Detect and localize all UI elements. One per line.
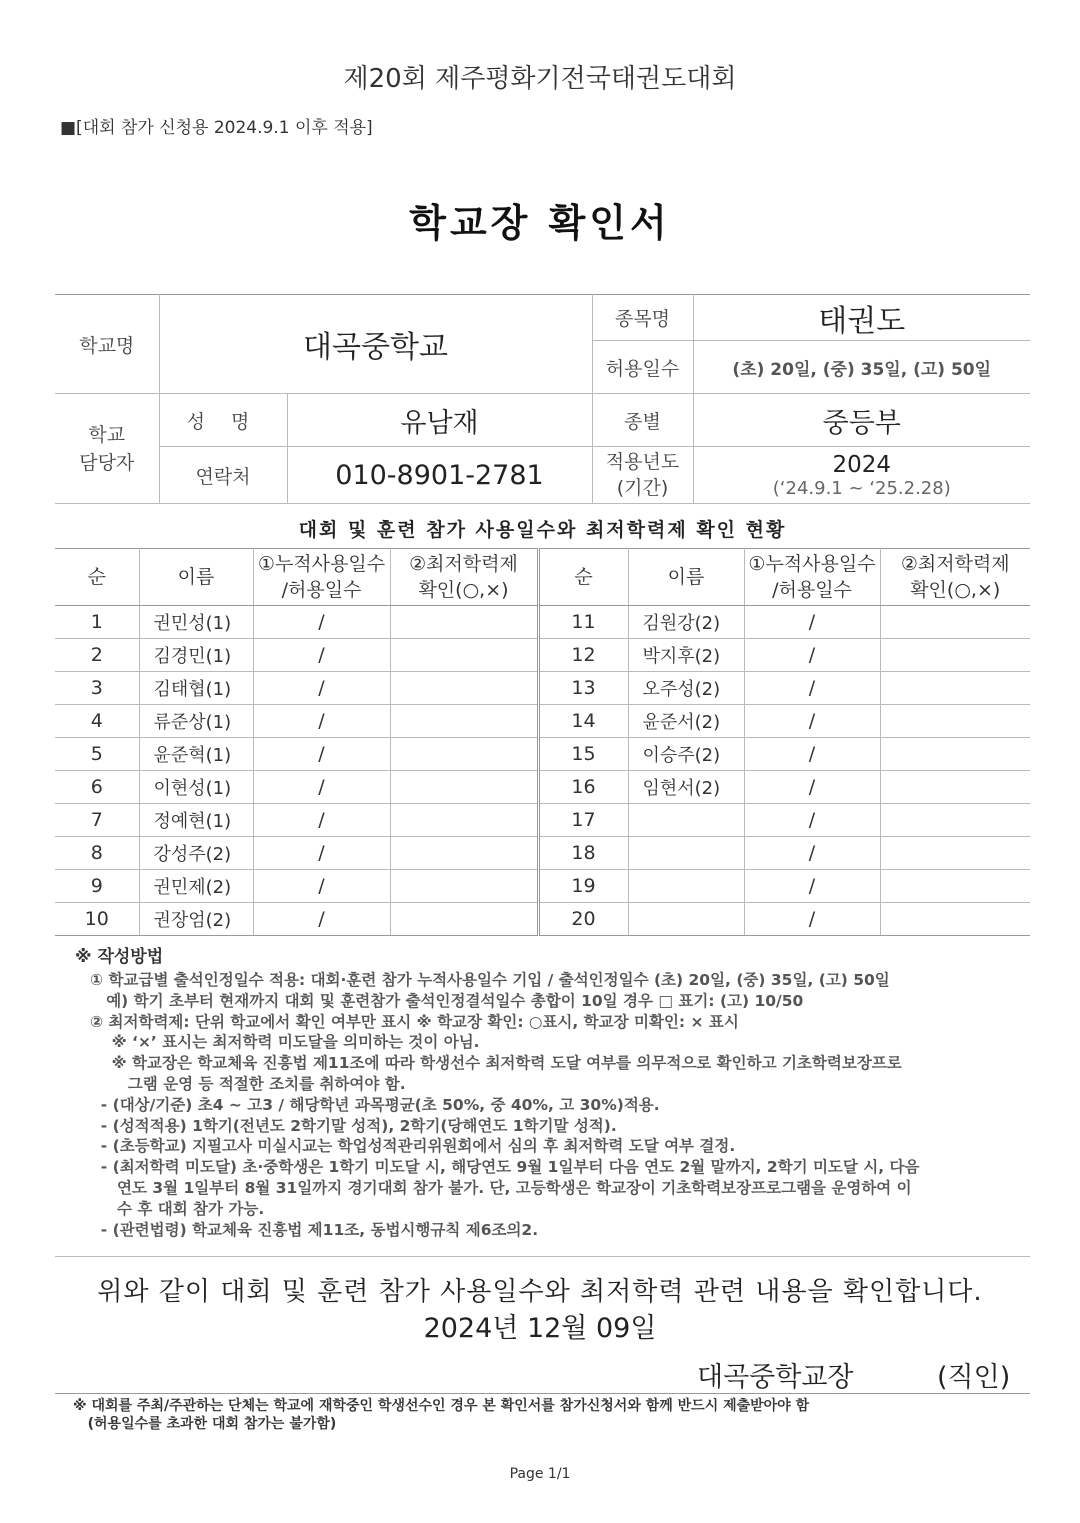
row-academic	[880, 639, 1030, 672]
roster-table	[55, 548, 1030, 936]
row-name: 김원강(2)	[628, 606, 744, 639]
year-value: 2024	[832, 451, 892, 478]
method-line: 수 후 대회 참가 가능.	[90, 1199, 265, 1218]
table-row	[55, 606, 1030, 639]
row-name: 김태협(1)	[139, 672, 253, 705]
header-academic: ②최저학력제 확인(○,×)	[880, 549, 1030, 606]
row-days: /	[744, 705, 880, 738]
row-no: 4	[55, 705, 139, 738]
sport-value: 태권도	[693, 295, 1030, 341]
row-name: 김경민(1)	[139, 639, 253, 672]
row-no: 20	[538, 903, 628, 936]
row-days: /	[253, 903, 390, 936]
divider	[55, 1393, 1030, 1394]
method-line: 그램 운영 등 적절한 조치를 취하여야 함.	[90, 1074, 406, 1093]
row-days: /	[744, 804, 880, 837]
row-name: 권민성(1)	[139, 606, 253, 639]
manager-name-label: 성 명	[159, 394, 287, 447]
row-days: /	[744, 738, 880, 771]
row-academic	[880, 870, 1030, 903]
method-line: - (성적적용) 1학기(전년도 2학기말 성적), 2학기(당해연도 1학기말 성적).	[90, 1116, 617, 1135]
row-academic	[390, 705, 538, 738]
table-row	[55, 705, 1030, 738]
row-days: /	[253, 639, 390, 672]
allowed-days-label: 허용일수	[592, 341, 693, 394]
row-days: /	[744, 903, 880, 936]
divider	[55, 1256, 1030, 1257]
row-no: 13	[538, 672, 628, 705]
row-name	[628, 837, 744, 870]
row-name: 윤준서(2)	[628, 705, 744, 738]
division-label: 종별	[592, 394, 693, 447]
row-days: /	[744, 771, 880, 804]
method-line: ※ ‘×’ 표시는 최저학력 미도달을 의미하는 것이 아님.	[90, 1033, 480, 1052]
row-no: 2	[55, 639, 139, 672]
row-academic	[880, 606, 1030, 639]
manager-name-value: 유남재	[287, 394, 592, 447]
row-days: /	[253, 771, 390, 804]
row-no: 11	[538, 606, 628, 639]
school-name-label: 학교명	[55, 295, 159, 394]
row-academic	[880, 804, 1030, 837]
row-academic	[390, 606, 538, 639]
table-row	[55, 771, 1030, 804]
row-days: /	[744, 639, 880, 672]
row-name: 류준상(1)	[139, 705, 253, 738]
row-days: /	[253, 870, 390, 903]
row-no: 19	[538, 870, 628, 903]
row-name: 임현서(2)	[628, 771, 744, 804]
year-label: 적용년도 (기간)	[592, 447, 693, 504]
application-notice: ■[대회 참가 신청용 2024.9.1 이후 적용]	[60, 118, 373, 138]
footnote-line: (허용일수를 초과한 대회 참가는 불가함)	[73, 1416, 337, 1432]
row-academic	[390, 639, 538, 672]
header-name: 이름	[628, 549, 744, 606]
manager-label: 학교 담당자	[55, 394, 159, 504]
principal-title: 대곡중학교장	[697, 1362, 854, 1393]
row-no: 8	[55, 837, 139, 870]
period-value: (‘24.9.1 ~ ‘25.2.28)	[772, 477, 951, 499]
school-info-table	[55, 294, 1030, 504]
row-no: 15	[538, 738, 628, 771]
row-days: /	[253, 738, 390, 771]
row-days: /	[253, 705, 390, 738]
row-name	[628, 804, 744, 837]
header-days: ①누적사용일수 /허용일수	[744, 549, 880, 606]
table-row	[55, 672, 1030, 705]
method-line: 예) 학기 초부터 현재까지 대회 및 훈련참가 출석인정결석일수 총합이 10일 경우 □ 표기: (고) 10/50	[90, 991, 804, 1010]
contact-label: 연락처	[159, 447, 287, 504]
row-days: /	[253, 672, 390, 705]
table-row	[55, 837, 1030, 870]
confirmation-date: 2024년 12월 09일	[423, 1313, 657, 1344]
footnote	[73, 1397, 1023, 1433]
row-academic	[880, 672, 1030, 705]
document-title: 학교장 확인서	[409, 201, 671, 245]
method-line: ※ 학교장은 학교체육 진흥법 제11조에 따라 학생선수 최저학력 도달 여부를 의무적으로 확인하고 기초학력보장프로	[90, 1054, 902, 1073]
row-name: 권장엄(2)	[139, 903, 253, 936]
allowed-days-value: (초) 20일, (중) 35일, (고) 50일	[693, 341, 1030, 394]
row-days: /	[744, 606, 880, 639]
table-row	[55, 738, 1030, 771]
method-line: - (대상/기준) 초4 ~ 고3 / 해당학년 과목평균(초 50%, 중 40%, 고 30%)적용.	[90, 1095, 660, 1114]
header-academic: ②최저학력제 확인(○,×)	[390, 549, 538, 606]
table-row	[55, 870, 1030, 903]
row-days: /	[744, 837, 880, 870]
row-name: 오주성(2)	[628, 672, 744, 705]
table-row	[55, 804, 1030, 837]
official-seal: (직인)	[937, 1362, 1011, 1393]
row-no: 5	[55, 738, 139, 771]
method-title: ※ 작성방법	[75, 947, 164, 967]
row-academic	[390, 771, 538, 804]
method-line: ① 학교급별 출석인정일수 적용: 대회·훈련 참가 누적사용일수 기입 / 출석인정일수 (초) 20일, (중) 35일, (고) 50일	[90, 971, 890, 989]
header-name: 이름	[139, 549, 253, 606]
footnote-line: ※ 대회를 주최/주관하는 단체는 학교에 재학중인 학생선수인 경우 본 확인서를 참가신청서와 함께 반드시 제출받아야 함	[73, 1398, 810, 1414]
row-no: 3	[55, 672, 139, 705]
row-days: /	[744, 672, 880, 705]
method-line: ② 최저학력제: 단위 학교에서 확인 여부만 표시 ※ 학교장 확인: ○표시, 학교장 미확인: × 표시	[90, 1012, 739, 1031]
row-academic	[880, 771, 1030, 804]
row-academic	[390, 870, 538, 903]
row-academic	[880, 837, 1030, 870]
row-name: 박지후(2)	[628, 639, 744, 672]
row-name: 이현성(1)	[139, 771, 253, 804]
sport-label: 종목명	[592, 295, 693, 341]
row-name: 권민제(2)	[139, 870, 253, 903]
row-academic	[880, 903, 1030, 936]
row-academic	[880, 738, 1030, 771]
status-heading: 대회 및 훈련 참가 사용일수와 최저학력제 확인 현황	[298, 519, 787, 541]
row-days: /	[253, 837, 390, 870]
row-name	[628, 903, 744, 936]
header-no: 순	[55, 549, 139, 606]
row-no: 18	[538, 837, 628, 870]
method-line: - (초등학교) 지필고사 미실시교는 학업성적관리위원회에서 심의 후 최저학력 도달 여부 결정.	[90, 1137, 736, 1156]
row-academic	[390, 903, 538, 936]
row-academic	[390, 837, 538, 870]
row-no: 1	[55, 606, 139, 639]
row-name: 윤준혁(1)	[139, 738, 253, 771]
row-no: 6	[55, 771, 139, 804]
row-academic	[390, 672, 538, 705]
row-no: 7	[55, 804, 139, 837]
table-row	[55, 903, 1030, 936]
method-line: - (최저학력 미도달) 초·중학생은 1학기 미도달 시, 해당연도 9월 1일부터 다음 연도 2월 말까지, 2학기 미도달 시, 다음	[90, 1158, 920, 1177]
method-line: 연도 3월 1일부터 8월 31일까지 경기대회 참가 불가. 단, 고등학생은 학교장이 기초학력보장프로그램을 운영하여 이	[90, 1178, 912, 1197]
header-no: 순	[538, 549, 628, 606]
header-days: ①누적사용일수 /허용일수	[253, 549, 390, 606]
row-academic	[390, 738, 538, 771]
row-no: 17	[538, 804, 628, 837]
row-no: 14	[538, 705, 628, 738]
table-row	[55, 639, 1030, 672]
row-days: /	[744, 870, 880, 903]
row-no: 16	[538, 771, 628, 804]
row-no: 9	[55, 870, 139, 903]
school-name-value: 대곡중학교	[159, 295, 592, 394]
confirmation-statement: 위와 같이 대회 및 훈련 참가 사용일수와 최저학력 관련 내용을 확인합니다.	[97, 1277, 983, 1307]
row-days: /	[253, 804, 390, 837]
row-days: /	[253, 606, 390, 639]
event-title: 제20회 제주평화기전국태권도대회	[343, 64, 737, 94]
row-academic	[390, 804, 538, 837]
row-name: 강성주(2)	[139, 837, 253, 870]
row-name: 이승주(2)	[628, 738, 744, 771]
method-line: - (관련법령) 학교체육 진흥법 제11조, 동법시행규칙 제6조의2.	[90, 1220, 539, 1239]
division-value: 중등부	[693, 394, 1030, 447]
row-no: 12	[538, 639, 628, 672]
row-academic	[880, 705, 1030, 738]
row-name: 정예현(1)	[139, 804, 253, 837]
row-name	[628, 870, 744, 903]
roster-header-row	[55, 549, 1030, 606]
page-number: Page 1/1	[509, 1466, 571, 1482]
row-no: 10	[55, 903, 139, 936]
contact-value: 010-8901-2781	[287, 447, 592, 504]
year-cell	[693, 447, 1030, 504]
method-notes	[90, 970, 990, 1240]
